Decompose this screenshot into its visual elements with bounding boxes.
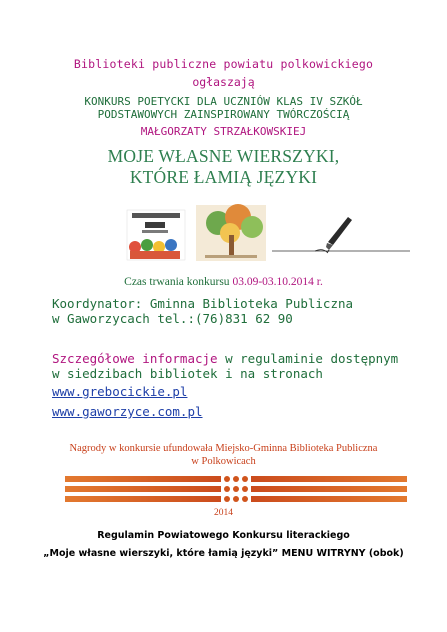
libraries-heading: Biblioteki publiczne powiatu polkowickiego [73,57,374,71]
tree-illustration-image [196,204,266,261]
coordinator-line-1: Koordynator: Gminna Biblioteka Publiczna [52,296,354,311]
decorative-bars [65,476,407,502]
details-line-1 [52,351,398,366]
contest-period-dates: 03.09-03.10.2014 r. [232,276,323,288]
link-gaworzyce[interactable]: www.gaworzyce.com.pl [52,404,203,419]
title-line-2: KTÓRE ŁAMIĄ JĘZYKI [129,167,318,187]
fountain-pen-icon [272,217,410,253]
contest-description [0,96,447,121]
regulation-line-1: Regulamin Powiatowego Konkursu literackiego [97,530,350,541]
contest-title [0,146,447,188]
author-name: MAŁGORZATY STRZAŁKOWSKIEJ [140,125,307,138]
link-grebocickie[interactable]: www.grebocickie.pl [52,384,188,399]
contest-line-1: KONKURS POETYCKI DLA UCZNIÓW KLAS IV SZKÓŁ [84,95,363,108]
coordinator-info [52,296,353,326]
year-text: 2014 [214,508,233,518]
contest-line-2: PODSTAWOWYCH ZAINSPIROWANY TWÓRCZOŚCIĄ [97,107,350,121]
contest-period-label: Czas trwania konkursu [124,276,230,288]
contest-period [0,276,447,288]
details-rest: w regulaminie dostępnym [217,351,399,366]
prizes-info [0,443,447,468]
prizes-line-2: w Polkowicach [191,455,256,467]
illustration-strip [0,195,447,265]
children-book-cover-image [127,210,185,260]
announce-text: ogłaszają [192,75,255,89]
coordinator-line-2: w Gaworzycach tel.:(76)831 62 90 [52,311,293,326]
details-info [52,351,398,381]
title-line-1: MOJE WŁASNE WIERSZYKI, [107,146,340,166]
details-line-2: w siedzibach bibliotek i na stronach [52,366,323,381]
prizes-line-1: Nagrody w konkursie ufundowała Miejsko-Gminna Biblioteka Publiczna [69,443,378,454]
regulation-line-2: „Moje własne wierszyki, które łamią języki” MENU WITRYNY (obok) [43,548,404,559]
details-emphasis: Szczegółowe informacje [52,351,218,366]
